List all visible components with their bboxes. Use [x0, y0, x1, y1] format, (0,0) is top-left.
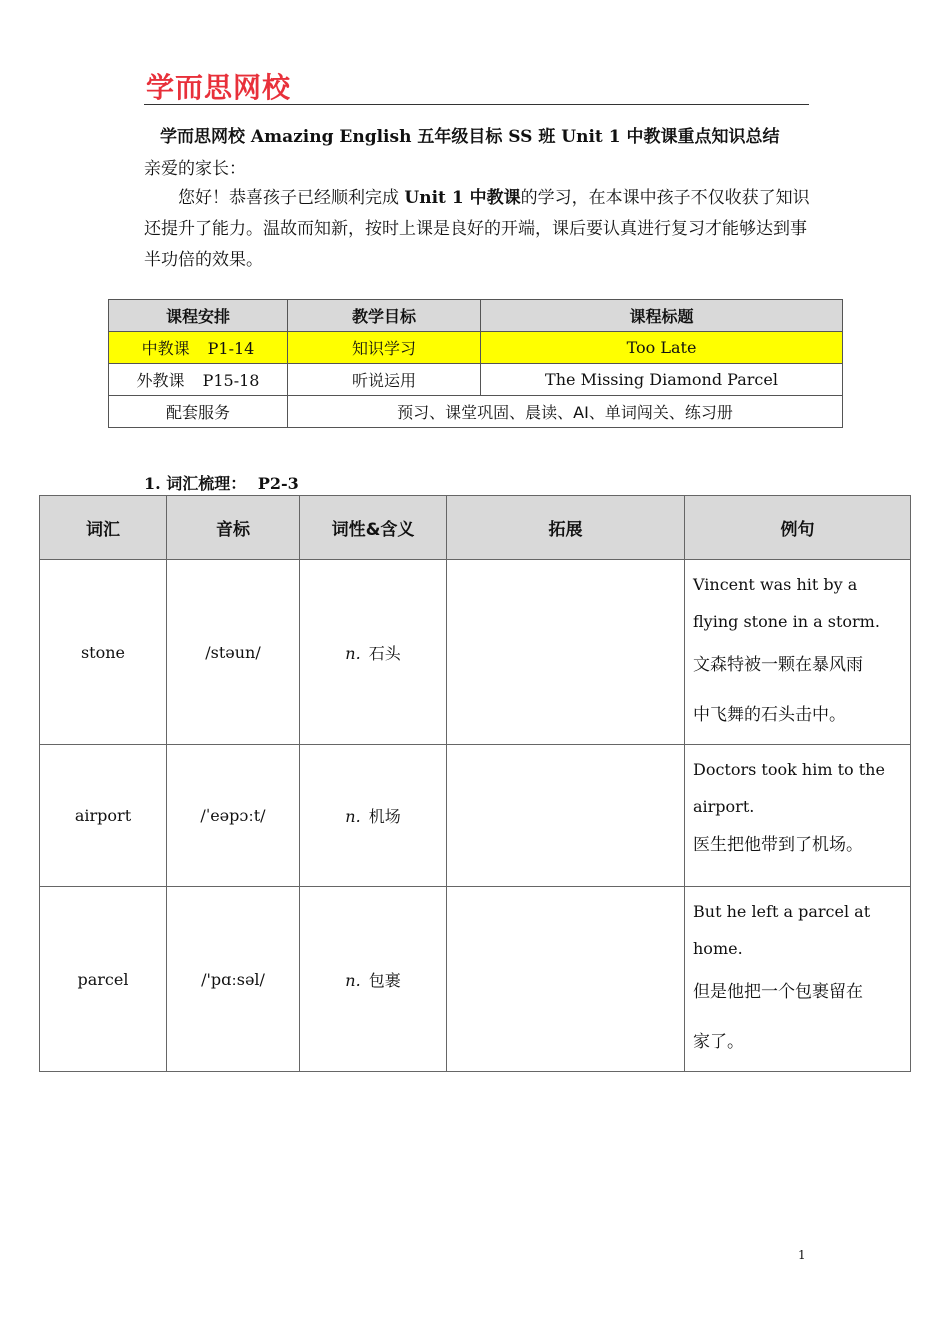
vocab-word: airport: [40, 745, 167, 887]
vocab-row: [40, 745, 911, 887]
meaning: 机场: [368, 807, 401, 826]
part-of-speech: n.: [345, 970, 361, 990]
example-chinese-2: 家了。: [693, 1032, 744, 1052]
vocab-row: [40, 887, 911, 1072]
vocab-table: [39, 495, 911, 1072]
vocab-ipa: /stəun/: [167, 560, 300, 745]
schedule-header-cell: 课程安排: [109, 300, 288, 332]
vocab-ipa: /ˈeəpɔːt/: [167, 745, 300, 887]
page-title: 学而思网校 Amazing English 五年级目标 SS 班 Unit 1 中教课重点知识总结: [160, 127, 780, 147]
example-english: Doctors took him to the airport.: [693, 760, 885, 816]
brand-logo: 学而思网校: [146, 71, 292, 104]
vocab-ipa: /'pɑːsəl/: [167, 887, 300, 1072]
vocab-word: stone: [40, 560, 167, 745]
example-chinese-1: 医生把他带到了机场。: [693, 835, 863, 855]
vocab-header-cell: 词性&含义: [300, 496, 447, 560]
schedule-goal-cell: 知识学习: [288, 332, 481, 364]
vocab-example-cell: [685, 560, 911, 745]
vocab-word: parcel: [40, 887, 167, 1072]
example-chinese-1: 文森特被一颗在暴风雨: [693, 655, 863, 675]
part-of-speech: n.: [345, 807, 361, 826]
section-title-vocab: [144, 471, 299, 494]
meaning: 石头: [368, 643, 401, 663]
course-pages: P15-18: [202, 371, 260, 390]
header-divider: [144, 104, 809, 105]
schedule-table: [108, 299, 843, 428]
schedule-title-cell: The Missing Diamond Parcel: [481, 364, 843, 396]
vocab-header-row: [40, 496, 911, 560]
section-number: 1.: [144, 474, 161, 493]
vocab-extension: [447, 745, 685, 887]
vocab-example-cell: [685, 745, 911, 887]
schedule-title-cell: Too Late: [481, 332, 843, 364]
vocab-header-cell: 拓展: [447, 496, 685, 560]
vocab-header-cell: 音标: [167, 496, 300, 560]
vocab-meaning-cell: [300, 887, 447, 1072]
schedule-row-chinese-class: [109, 332, 843, 364]
schedule-row-services: [109, 396, 843, 428]
part-of-speech: n.: [345, 643, 361, 663]
service-value-cell: 预习、课堂巩固、晨读、AI、单词闯关、练习册: [288, 396, 843, 428]
section-pages: P2-3: [257, 474, 299, 493]
vocab-extension: [447, 560, 685, 745]
vocab-meaning-cell: [300, 745, 447, 887]
schedule-goal-cell: 听说运用: [288, 364, 481, 396]
schedule-course-cell: [109, 332, 288, 364]
schedule-course-cell: [109, 364, 288, 396]
course-name: 中教课: [141, 339, 190, 358]
vocab-extension: [447, 887, 685, 1072]
vocab-row: [40, 560, 911, 745]
course-pages: P1-14: [207, 339, 255, 358]
vocab-header-cell: 例句: [685, 496, 911, 560]
example-chinese-1: 但是他把一个包裹留在: [693, 982, 863, 1002]
letter-greeting: 亲爱的家长：: [144, 159, 246, 179]
vocab-meaning-cell: [300, 560, 447, 745]
vocab-header-cell: 词汇: [40, 496, 167, 560]
schedule-row-foreign-class: [109, 364, 843, 396]
letter-text-2: 的学习，在本课中孩子不仅收获了知识还提升了能力。温故而知新，按时上课是良好的开端，课后要认真进行复习才能够达到事半功倍的效果。: [144, 188, 810, 270]
meaning: 包裹: [368, 970, 401, 990]
course-name: 外教课: [136, 371, 185, 390]
section-label: 词汇梳理：: [166, 474, 247, 493]
schedule-header-cell: 教学目标: [288, 300, 481, 332]
schedule-header-cell: 课程标题: [481, 300, 843, 332]
page-number: 1: [798, 1248, 806, 1262]
letter-text-bold: Unit 1 中教课: [404, 188, 521, 208]
letter-paragraph: [144, 183, 812, 276]
service-label-cell: 配套服务: [109, 396, 288, 428]
letter-text-1: 您好！恭喜孩子已经顺利完成: [178, 188, 405, 208]
example-english: Vincent was hit by a flying stone in a storm.: [693, 575, 880, 631]
example-english: But he left a parcel at home.: [693, 902, 871, 958]
vocab-example-cell: [685, 887, 911, 1072]
example-chinese-2: 中飞舞的石头击中。: [693, 705, 846, 725]
schedule-header-row: [109, 300, 843, 332]
